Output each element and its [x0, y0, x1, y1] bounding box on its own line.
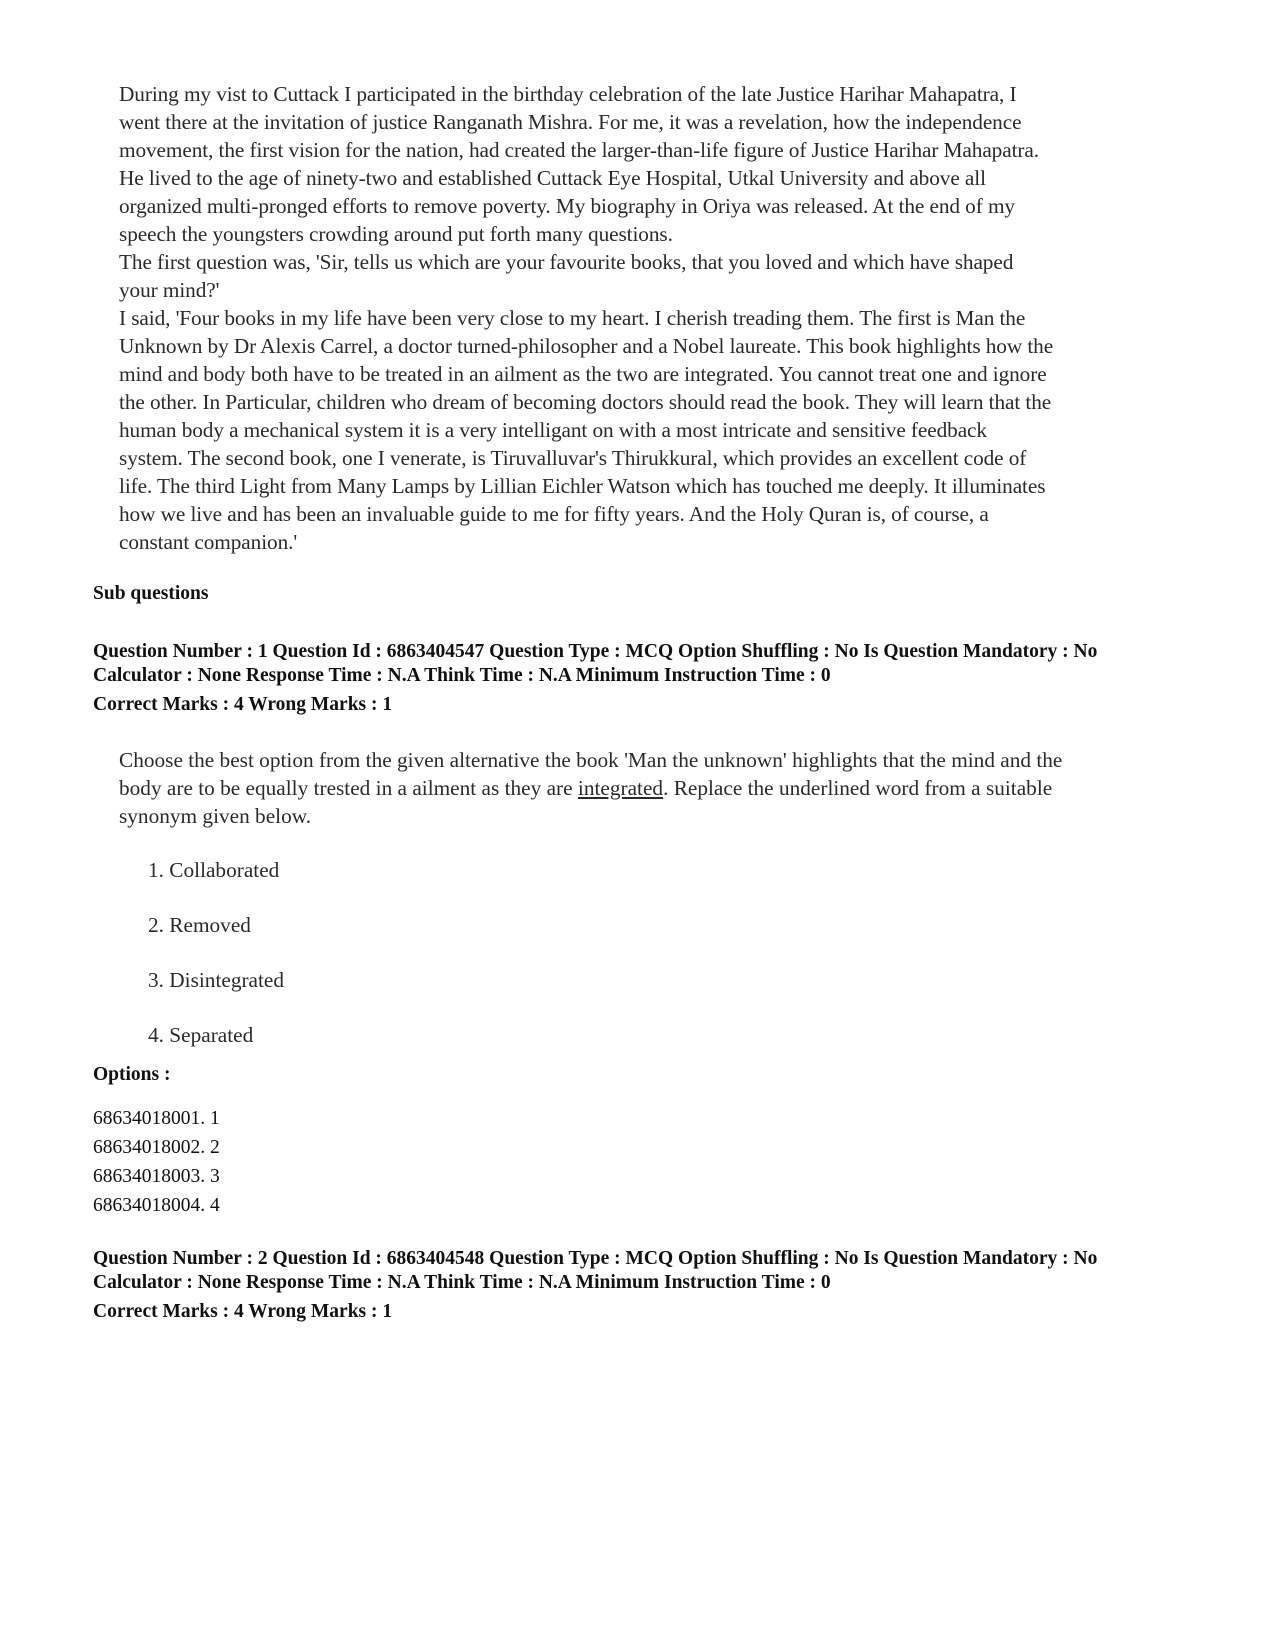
question-1-options [93, 1104, 220, 1220]
passage-line: constant companion.' [119, 530, 298, 554]
stem-text-before: body are to be equally trested in a ailment as they are [119, 776, 578, 800]
question-1-stem-line-3: synonym given below. [119, 804, 312, 828]
question-2-marks: Correct Marks : 4 Wrong Marks : 1 [93, 1301, 393, 1322]
passage-line: your mind?' [119, 278, 220, 302]
passage-line: During my vist to Cuttack I participated in the birthday celebration of the late Justice Harihar Mahapatra, I [119, 82, 1017, 106]
underlined-word: integrated [577, 776, 664, 800]
question-1-choices [148, 856, 284, 1076]
option-item: 68634018001. 1 [93, 1108, 220, 1129]
option-item: 68634018002. 2 [93, 1137, 220, 1158]
options-heading: Options : [93, 1064, 171, 1085]
question-1-stem-line-1: Choose the best option from the given alternative the book 'Man the unknown' highlights that the mind and the [119, 748, 1063, 772]
passage [119, 80, 1199, 556]
passage-line: human body a mechanical system it is a very intelligant on with a most intricate and sensitive feedback [119, 418, 987, 442]
choice-item: 1. Collaborated [148, 858, 280, 882]
passage-line: I said, 'Four books in my life have been very close to my heart. I cherish treading them. The first is Man the [119, 306, 1026, 330]
choice-item: 3. Disintegrated [148, 968, 285, 992]
passage-line: went there at the invitation of justice Ranganath Mishra. For me, it was a revelation, how the independence [119, 110, 1022, 134]
question-1-stem-line-2 [119, 774, 1199, 802]
question-1-meta-line-2: Calculator : None Response Time : N.A Think Time : N.A Minimum Instruction Time : 0 [93, 665, 831, 686]
passage-line: He lived to the age of ninety-two and established Cuttack Eye Hospital, Utkal University and above all [119, 166, 986, 190]
question-1-meta [93, 640, 1097, 717]
passage-line: movement, the first vision for the nation, had created the larger-than-life figure of Justice Harihar Mahapatra. [119, 138, 1039, 162]
passage-line: organized multi-pronged efforts to remove poverty. My biography in Oriya was released. At the end of my [119, 194, 1015, 218]
option-item: 68634018003. 3 [93, 1166, 220, 1187]
question-2-meta-line-1: Question Number : 2 Question Id : 6863404548 Question Type : MCQ Option Shuffling : No Is Question Mandatory : No [93, 1248, 1098, 1269]
passage-line: The first question was, 'Sir, tells us which are your favourite books, that you loved and which have shaped [119, 250, 1014, 274]
passage-line: Unknown by Dr Alexis Carrel, a doctor turned-philosopher and a Nobel laureate. This book highlights how the [119, 334, 1054, 358]
stem-text-after: . Replace the underlined word from a suitable [663, 776, 1053, 800]
question-1-stem [119, 746, 1199, 830]
passage-line: mind and body both have to be treated in an ailment as the two are integrated. You cannot treat one and ignore [119, 362, 1047, 386]
question-1-marks: Correct Marks : 4 Wrong Marks : 1 [93, 694, 393, 715]
choice-item: 4. Separated [148, 1023, 254, 1047]
choice-item: 2. Removed [148, 913, 251, 937]
passage-line: the other. In Particular, children who dream of becoming doctors should read the book. They will learn that the [119, 390, 1052, 414]
passage-line: life. The third Light from Many Lamps by Lillian Eichler Watson which has touched me deeply. It illuminates [119, 474, 1046, 498]
option-item: 68634018004. 4 [93, 1195, 220, 1216]
passage-line: how we live and has been an invaluable guide to me for fifty years. And the Holy Quran is, of course, a [119, 502, 989, 526]
passage-line: system. The second book, one I venerate, is Tiruvalluvar's Thirukkural, which provides an excellent code of [119, 446, 1027, 470]
question-2-meta [93, 1247, 1097, 1324]
sub-questions-heading: Sub questions [93, 583, 209, 604]
question-2-meta-line-2: Calculator : None Response Time : N.A Think Time : N.A Minimum Instruction Time : 0 [93, 1272, 831, 1293]
question-1-meta-line-1: Question Number : 1 Question Id : 6863404547 Question Type : MCQ Option Shuffling : No Is Question Mandatory : No [93, 641, 1098, 662]
passage-line: speech the youngsters crowding around put forth many questions. [119, 222, 673, 246]
